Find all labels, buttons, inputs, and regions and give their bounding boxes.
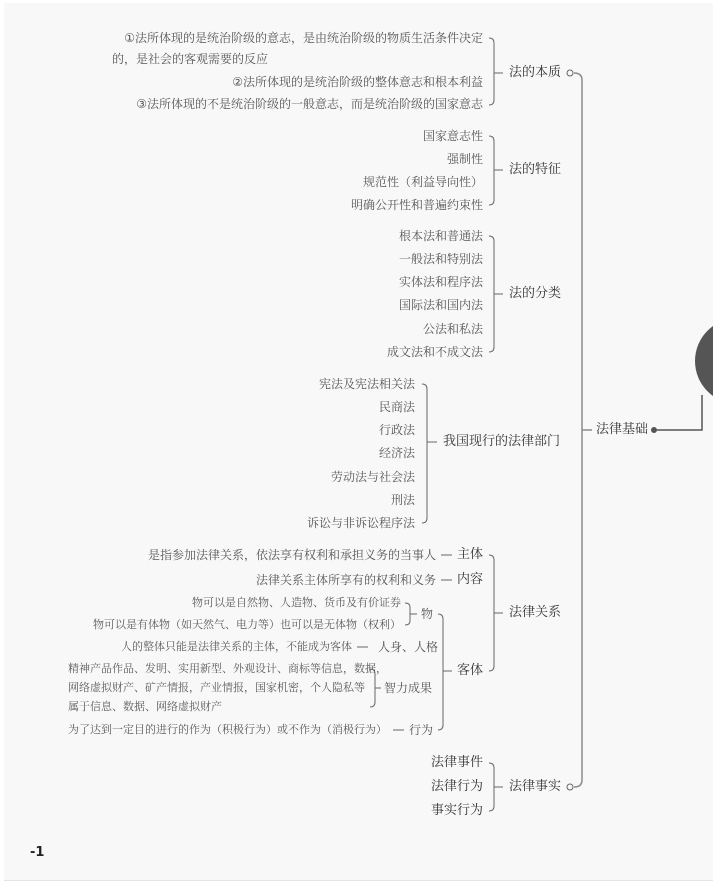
topic-root[interactable]: 法律基础 (596, 422, 649, 437)
topic-branch-legal-facts[interactable]: 法律事实 (509, 779, 562, 794)
topic-leaf[interactable]: 根本法和普通法 (398, 229, 483, 243)
topic-leaf[interactable]: 法律事件 (430, 755, 483, 770)
topic-leaf[interactable]: ①法所体现的是统治阶级的意志，是由统治阶级的物质生活条件决定 (124, 31, 483, 45)
topic-object-person[interactable]: 人身、人格 (378, 640, 439, 654)
topic-object-thing[interactable]: 物 (421, 607, 434, 621)
topic-object-intellectual[interactable]: 智力成果 (384, 681, 433, 695)
topic-branch-classification[interactable]: 法的分类 (509, 286, 562, 301)
topic-object[interactable]: 客体 (457, 663, 484, 678)
topic-leaf[interactable]: 行政法 (378, 423, 415, 437)
topic-leaf[interactable]: 成文法和不成文法 (386, 345, 483, 359)
topic-subject[interactable]: 主体 (457, 547, 484, 562)
topic-leaf[interactable]: 诉讼与非诉讼程序法 (306, 516, 415, 530)
topic-leaf[interactable]: 刑法 (390, 493, 415, 507)
topic-leaf[interactable]: 明确公开性和普遍约束性 (350, 198, 483, 212)
topic-leaf-continued[interactable]: 的，是社会的客观需要的反应 (112, 52, 269, 66)
topic-leaf[interactable]: 劳动法与社会法 (330, 470, 415, 484)
topic-branch-legal-departments[interactable]: 我国现行的法律部门 (443, 434, 561, 449)
topic-object-intellectual-desc[interactable]: 属于信息、数据、网络虚拟财产 (68, 700, 222, 713)
mindmap-page (4, 3, 713, 881)
topic-object-act-desc[interactable]: 为了达到一定目的进行的作为（积极行为）或不作为（消极行为） (68, 723, 387, 736)
mindmap-canvas[interactable] (4, 3, 713, 881)
topic-leaf[interactable]: 物可以是有体物（如天然气、电力等）也可以是无体物（权利） (93, 618, 401, 631)
topic-subject-desc[interactable]: 是指参加法律关系，依法享有权利和承担义务的当事人 (147, 548, 436, 562)
topic-content-desc[interactable]: 法律关系主体所享有的权利和义务 (255, 573, 436, 587)
topic-leaf[interactable]: 公法和私法 (422, 322, 483, 336)
topic-leaf[interactable]: 实体法和程序法 (398, 275, 483, 289)
topic-leaf[interactable]: 法律行为 (430, 779, 483, 794)
topic-object-person-desc[interactable]: 人的整体只能是法律关系的主体，不能成为客体 (121, 640, 352, 653)
topic-leaf[interactable]: 经济法 (378, 446, 415, 460)
topic-leaf[interactable]: 宪法及宪法相关法 (318, 377, 415, 391)
topic-content[interactable]: 内容 (457, 572, 484, 587)
topic-leaf[interactable]: 物可以是自然物、人造物、货币及有价证券 (192, 596, 401, 609)
topic-object-act[interactable]: 行为 (409, 723, 434, 737)
topic-leaf[interactable]: 国家意志性 (422, 129, 483, 143)
connector-lines (4, 3, 713, 881)
topic-leaf[interactable]: 民商法 (378, 400, 415, 414)
topic-leaf[interactable]: 事实行为 (430, 803, 483, 818)
topic-object-intellectual-desc[interactable]: 网络虚拟财产、矿产情报，产业情报，国家机密，个人隐私等 (68, 681, 365, 694)
topic-leaf[interactable]: 强制性 (446, 152, 483, 166)
topic-leaf[interactable]: 一般法和特别法 (398, 252, 483, 266)
topic-object-intellectual-desc[interactable]: 精神产品作品、发明、实用新型、外观设计、商标等信息，数据， (68, 662, 387, 675)
topic-branch-legal-relationship[interactable]: 法律关系 (509, 605, 562, 620)
topic-leaf[interactable]: ②法所体现的是统治阶级的整体意志和根本利益 (232, 75, 483, 89)
topic-branch-characteristics[interactable]: 法的特征 (509, 162, 562, 177)
topic-leaf[interactable]: 国际法和国内法 (398, 298, 483, 312)
topic-leaf[interactable]: 规范性（利益导向性） (362, 175, 483, 189)
topic-leaf[interactable]: ③法所体现的不是统治阶级的一般意志，而是统治阶级的国家意志 (136, 97, 483, 111)
topic-branch-essence[interactable]: 法的本质 (509, 65, 562, 80)
page-number: -1 (30, 845, 45, 860)
